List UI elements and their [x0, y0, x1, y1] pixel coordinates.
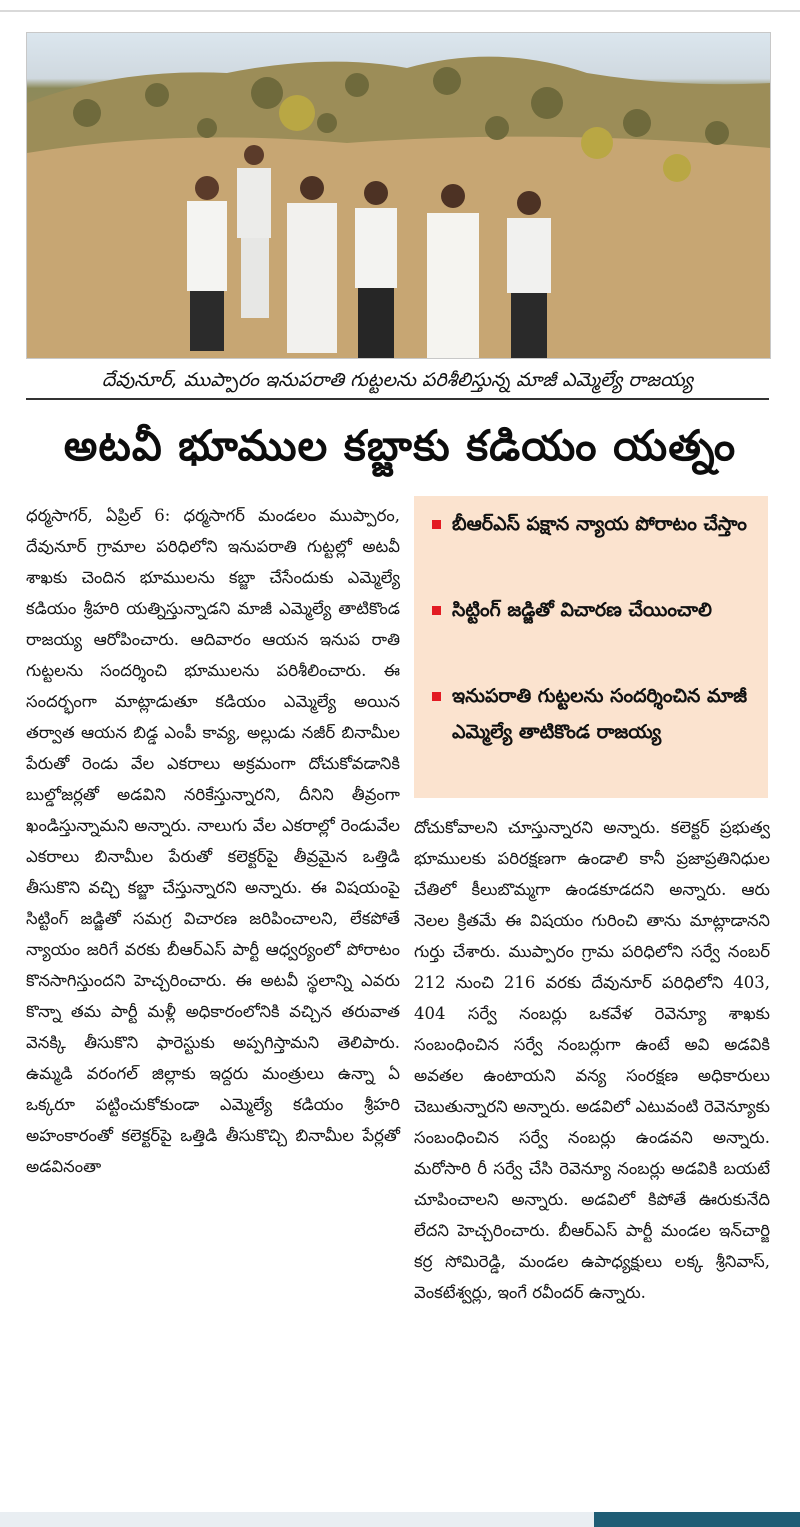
highlight-text: బీఆర్ఎస్ పక్షాన న్యాయ పోరాటం చేస్తాం: [452, 513, 747, 535]
square-bullet-icon: [432, 692, 441, 701]
bottom-accent-bar: [594, 1512, 800, 1527]
square-bullet-icon: [432, 606, 441, 615]
article-body-right: [414, 812, 770, 1502]
top-rule: [0, 10, 800, 12]
highlight-text: ఇనుపరాతి గుట్టలను సందర్శించిన మాజీ ఎమ్మెల్యే తాటికొండ రాజయ్య: [452, 685, 748, 743]
photo-caption: దేవునూర్, ముప్పారం ఇనుపరాతి గుట్టలను పరిశీలిస్తున్న మాజీ ఎమ్మెల్యే రాజయ్య: [26, 362, 769, 400]
article-body-left: [26, 500, 400, 1500]
photo-illustration: [27, 33, 770, 358]
news-photo: [26, 32, 771, 359]
body-text-right: దోచుకోవాలని చూస్తున్నారని అన్నారు. కలెక్టర్ ప్రభుత్వ భూములకు పరిరక్షణగా ఉండాలి కానీ ప్రజాప్రతినిధుల చేతిలో కీలుబొమ్మగా ఉండకూడదని అన్నారు. ఆరు నెలల క్రితమే ఈ విషయం గురించి తాను మాట్లాడానని గుర్తు చేశారు. ముప్పారం గ్రామ పరిధిలోని సర్వే నంబర్ 212 నుంచి 216 వరకు దేవునూర్ పరిధిలోని 403, 404 సర్వే నంబర్లు ఒకవేళ రెవెన్యూ శాఖకు సంబంధించిన సర్వే నంబర్లుగా ఉంటే అవి అడవికి అవతల ఉంటాయని వన్య సంరక్షణ అధికారులు చెబుతున్నారని అన్నారు. అడవిలో ఎటువంటి రెవెన్యూకు సంబంధించిన సర్వే నంబర్లు ఉండవని అన్నారు. మరోసారి రీ సర్వే చేసి రెవెన్యూ నంబర్లు అడవికి బయటే చూపించాలని అన్నారు. అడవిలో కిపోతే ఊరుకునేది లేదని హెచ్చరించారు. బీఆర్ఎస్ పార్టీ మండల ఇన్‌చార్జి కర్ర సోమిరెడ్డి, మండల ఉపాధ్యక్షులు లక్క శ్రీనివాస్, వెంకటేశ్వర్లు, ఇంగే రవీందర్ ఉన్నారు.: [414, 818, 770, 1302]
headline: అటవీ భూముల కబ్జాకు కడియం యత్నం: [63, 421, 737, 470]
square-bullet-icon: [432, 520, 441, 529]
highlights-box: [414, 496, 768, 798]
body-text-left: ధర్మసాగర్, ఏప్రిల్ 6: ధర్మసాగర్ మండలం ముప్పారం, దేవునూర్ గ్రామాల పరిధిలోని ఇనుపరాతి గుట్టల్లో అటవీ శాఖకు చెందిన భూములను కబ్జా చేసేందుకు ఎమ్మెల్యే కడియం శ్రీహరి యత్నిస్తున్నాడని మాజీ ఎమ్మెల్యే తాటికొండ రాజయ్య ఆరోపించారు. ఆదివారం ఆయన ఇనుప రాతి గుట్టలను సందర్శించి భూములను పరిశీలించారు. ఈ సందర్భంగా మాట్లాడుతూ కడియం ఎమ్మెల్యే అయిన తర్వాత ఆయన బిడ్డ ఎంపీ కావ్య, అల్లుడు నజీర్ బినామీల పేరుతో రెండు వేల ఎకరాలు అక్రమంగా దోచుకోవడానికి బుల్డోజర్లతో అడవిని నరికేస్తున్నారని, దీనిని తీవ్రంగా ఖండిస్తున్నామని అన్నారు. నాలుగు వేల ఎకరాల్లో రెండువేల ఎకరాలు బినామీల పేరుతో కలెక్టర్‌పై తీవ్రమైన ఒత్తిడి తీసుకొని వచ్చి కబ్జా చేస్తున్నారని అన్నారు. ఈ విషయంపై సిట్టింగ్ జడ్జితో సమగ్ర విచారణ జరిపించాలని, లేకపోతే న్యాయం జరిగే వరకు బీఆర్ఎస్ పార్టీ ఆధ్వర్యంలో పోరాటం కొనసాగిస్తుందని హెచ్చరించారు. ఈ అటవీ స్థలాన్ని ఎవరు కొన్నా తమ పార్టీ మళ్లీ అధికారంలోనికి వచ్చిన తరువాత వెనక్కి తీసుకొని ఫారెస్టుకు అప్పగిస్తామని తెలిపారు. ఉమ్మడి వరంగల్ జిల్లాకు ఇద్దరు మంత్రులు ఉన్నా ఏ ఒక్కరూ పట్టించుకోకుండా ఎమ్మెల్యే కడియం శ్రీహరి అహంకారంతో కలెక్టర్‌పై ఒత్తిడి తీసుకొచ్చి బినామీల పేర్లతో అడవినంతా: [26, 506, 400, 1176]
highlight-text: సిట్టింగ్ జడ్జితో విచారణ చేయించాలి: [452, 599, 712, 621]
